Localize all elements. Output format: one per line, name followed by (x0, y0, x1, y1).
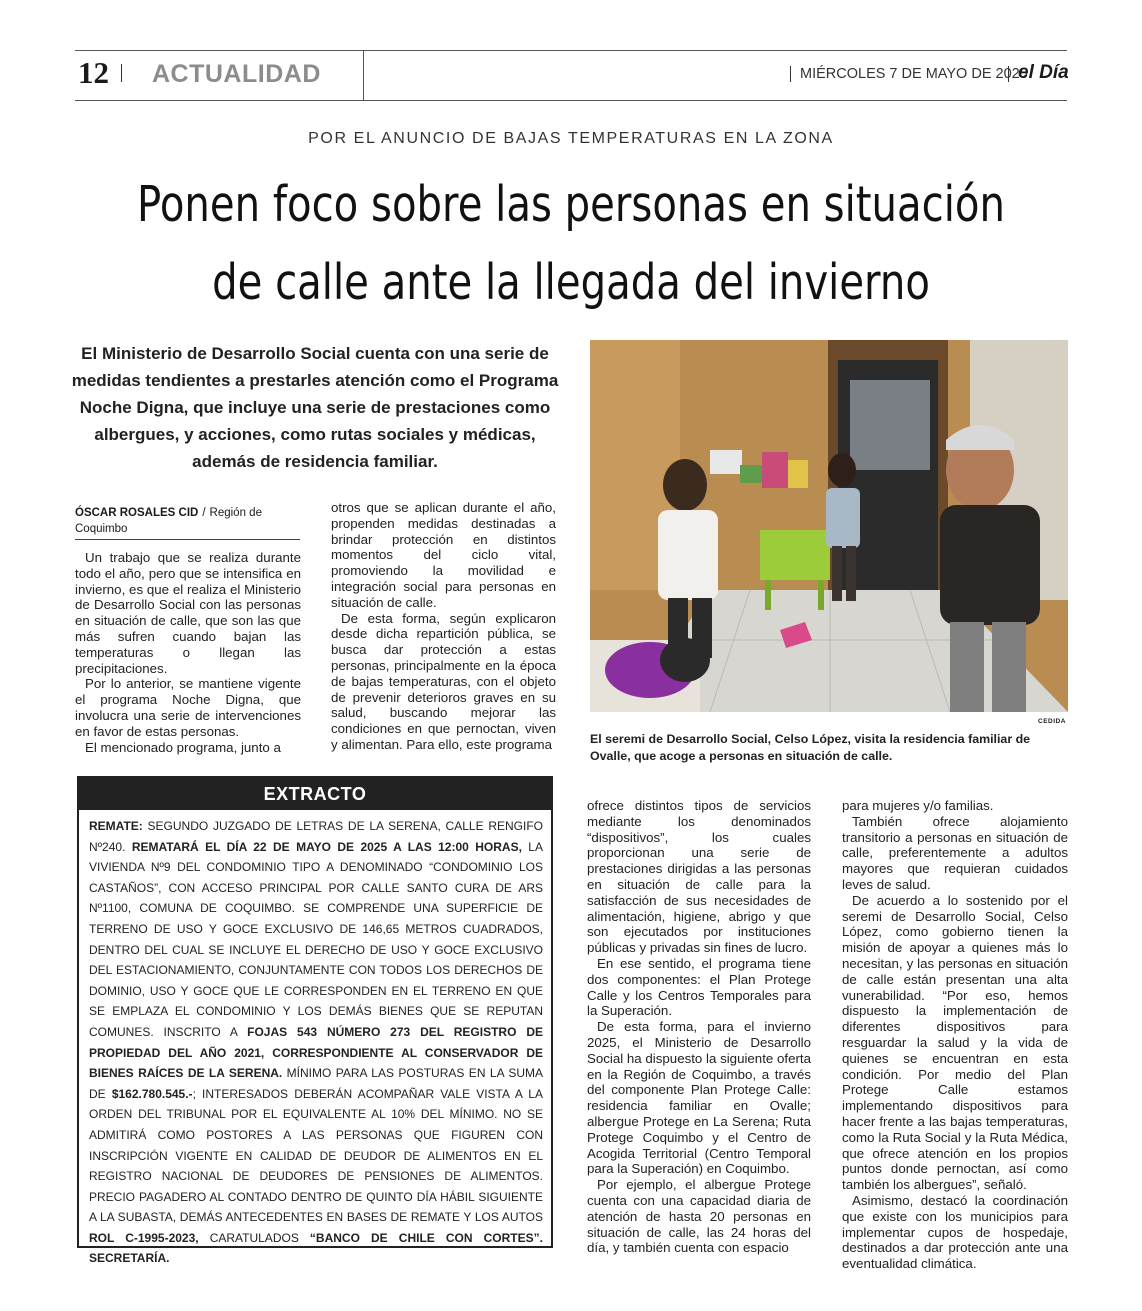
photo-caption: El seremi de Desarrollo Social, Celso López, visita la residencia familiar de Ovalle, que acoge a personas en situación de calle. (590, 732, 1031, 763)
byline-separator: / (202, 507, 206, 519)
paragraph: Por ejemplo, el albergue Protege cuenta con una capacidad diaria de atención de hasta 20 personas en situación de calle, las 24 horas del día, y también cuenta con espacio (587, 1177, 811, 1256)
paragraph: ofrece distintos tipos de servicios mediante los denominados “dispositivos”, los cuales proporcionan una serie de prestaciones dirigidas a las personas en situación de calle para la satisfacción de sus necesidades de alimentación, higiene, abrigo y que son ejecutados por instituciones públicas y privadas sin fines de lucro. (587, 798, 811, 956)
article-lead: El Ministerio de Desarrollo Social cuenta con una serie de medidas tendientes a prestarles atención como el Programa Noche Digna, que incluye una serie de prestaciones como albergues, y acciones, como rutas sociales y médicas, además de residencia familiar. (71, 344, 559, 471)
headline-line: de calle ante la llegada del invierno (212, 254, 930, 311)
photo-illustration (590, 340, 1068, 712)
article-column-4 (842, 798, 1068, 1272)
headline-line: Ponen foco sobre las personas en situación (137, 176, 1005, 233)
notice-text: ; INTERESADOS DEBERÁN ACOMPAÑAR VALE VISTA A LA ORDEN DEL TRIBUNAL POR EL EQUIVALENTE AL 10% DEL MÍNIMO. NO SE ADMITIRÁ COMO POSTORES A LAS PERSONAS QUE FIGUREN CON INSCRIPCIÓN VIGENTE EN CALIDAD DE DEUDOR DE ALIMENTOS EN EL REGISTRO NACIONAL DE DEUDORES DE PENSIONES DE ALIMENTOS. PRECIO PAGADERO AL CONTADO DENTRO DE QUINTO DÍA HÁBIL SIGUIENTE A LA SUBASTA, DEMÁS ANTECEDENTES EN BASES DE REMATE Y LOS AUTOS (89, 1086, 543, 1225)
photo-credit: CEDIDA (1038, 718, 1066, 725)
paragraph: De acuerdo a lo sostenido por el seremi de Desarrollo Social, Celso López, como gobierno tienen la misión de apoyar a quienes más lo necesitan, y las personas en situación de calle están presentan una alta vunerabilidad. “Por eso, hemos dispuesto la implementación de diferentes dispositivos para resguardar la salud y la vida de quienes se encuentran en esta condición. Por medio del Plan Protege Calle estamos implementando dispositivos para hacer frente a las bajas temperaturas, como la Ruta Social y la Ruta Médica, que ofrece atención en los propios puntos donde pernoctan, así como también los albergues”, señaló. (842, 892, 1068, 1193)
paragraph: De esta forma, según explicaron desde dicha repartición pública, se busca dar protección a estas personas, principalmente en la época de bajas temperaturas, con el objeto de prevenir deterioros graves en su salud, buscando mejorar las condiciones en que pernoctan, viven y alimentan. Para ello, este programa (331, 610, 556, 752)
notice-text: CARATULADOS (198, 1230, 310, 1245)
byline (75, 505, 300, 540)
notice-text: SEGUNDO JUZGADO DE LETRAS DE LA SERENA, CALLE RENGIFO Nº240. (89, 819, 543, 854)
article-kicker: POR EL ANUNCIO DE BAJAS TEMPERATURAS EN LA ZONA (308, 130, 834, 147)
legal-notice-box (77, 776, 553, 1266)
notice-bold: $162.780.545.- (111, 1086, 193, 1101)
page-number: 12 (78, 55, 109, 90)
notice-bold: “BANCO DE CHILE CON CORTES”. SECRETARÍA. (89, 1230, 543, 1266)
paragraph: Por lo anterior, se mantiene vigente el programa Noche Digna, que involucra una serie de intervenciones en favor de estas personas. (75, 676, 301, 739)
header-pipe (121, 64, 122, 82)
notice-bold: REMATARÁ EL DÍA 22 DE MAYO DE 2025 A LAS 12:00 HORAS, (131, 839, 522, 854)
header-bottom-rule (75, 100, 1067, 101)
paragraph: Asimismo, destacó la coordinación que existe con los municipios para implementar cupos de hospedaje, destinados a dar protección ante una eventualidad climática. (842, 1192, 1068, 1272)
section-title: ACTUALIDAD (152, 60, 321, 88)
notice-text: LA VIVIENDA Nº9 DEL CONDOMINIO TIPO A DENOMINADO “CONDOMINIO LOS CASTAÑOS”, CON ACCESO PRINCIPAL POR CALLE SANTO CURA DE ARS Nº1100, COMUNA DE COQUIMBO. SE COMPRENDE UNA SUPERFICIE DE TERRENO DE USO Y GOCE EXCLUSIVO DE 146,65 METROS CUADRADOS, DENTRO DEL CUAL SE INCLUYE EL DERECHO DE USO Y GOCE EXCLUSIVO DEL ESTACIONAMIENTO, CONJUNTAMENTE CON TODOS LOS DERECHOS DE DOMINIO, USO Y GOCE QUE LE CORRESPONDEN EN EL TERRENO EN QUE SE EMPLAZA EL CONDOMINIO Y LOS DEMÁS BIENES QUE SE REPUTAN COMUNES. INSCRITO A (89, 839, 543, 1039)
newspaper-logo: el Día (1018, 62, 1069, 83)
article-column-3 (587, 798, 811, 1256)
article-photo (590, 340, 1068, 712)
paragraph: También ofrece alojamiento transitorio a personas en situación de calle, preferentemente a adultos mayores que requieran cuidados leves de salud. (842, 813, 1068, 892)
header-pipe (1008, 66, 1009, 82)
paragraph: otros que se aplican durante el año, propenden medidas destinadas a brindar protección en distintos momentos del ciclo vital, promoviendo la movilidad e integración social para personas en situación de calle. (331, 500, 556, 610)
article-column-2 (331, 500, 556, 753)
notice-bold: FOJAS 543 NÚMERO 273 DEL REGISTRO DE PROPIEDAD DEL AÑO 2021, CORRESPONDIENTE AL CONSERVADOR DE BIENES RAÍCES DE LA SERENA. (89, 1024, 543, 1081)
header-top-rule (75, 50, 1067, 51)
author-region: Región de Coquimbo (75, 507, 262, 535)
author-name: ÓSCAR ROSALES CID (75, 507, 199, 519)
paragraph: para mujeres y/o familias. (842, 798, 994, 813)
paragraph: En ese sentido, el programa tiene dos componentes: el Plan Protege Calle y los Centros Temporales para la Superación. (587, 955, 811, 1019)
article-headline (136, 166, 1007, 322)
article-column-1 (75, 550, 301, 755)
paragraph: Un trabajo que se realiza durante todo el año, pero que se intensifica en invierno, es que el realiza el Ministerio de Desarrollo Social con las personas en situación de calle, que son las que más sufren cuando bajan las temperaturas o llegan las precipitaciones. (75, 550, 301, 676)
paragraph: El mencionado programa, junto a (85, 739, 281, 755)
notice-text: MÍNIMO PARA LAS POSTURAS EN LA SUMA DE (89, 1066, 543, 1101)
header-divider (363, 50, 364, 101)
notice-bold: ROL C-1995-2023, (89, 1230, 199, 1245)
notice-bold: REMATE: (89, 819, 143, 833)
issue-date: MIÉRCOLES 7 DE MAYO DE 2025 (800, 66, 1028, 82)
legal-notice-text (89, 816, 543, 1269)
legal-notice-title: EXTRACTO (79, 778, 551, 810)
paragraph: De esta forma, para el invierno 2025, el Ministerio de Desarrollo Social ha dispuesto la siguiente oferta en la Región de Coquimbo, a través del componente Plan Protege Calle: residencia familiar en Ovalle; albergue Protege en La Serena; Ruta Protege Coquimbo y el Centro de Acogida Territorial (Centro Temporal para la Superación) en Coquimbo. (587, 1019, 811, 1177)
header-pipe (790, 66, 791, 82)
